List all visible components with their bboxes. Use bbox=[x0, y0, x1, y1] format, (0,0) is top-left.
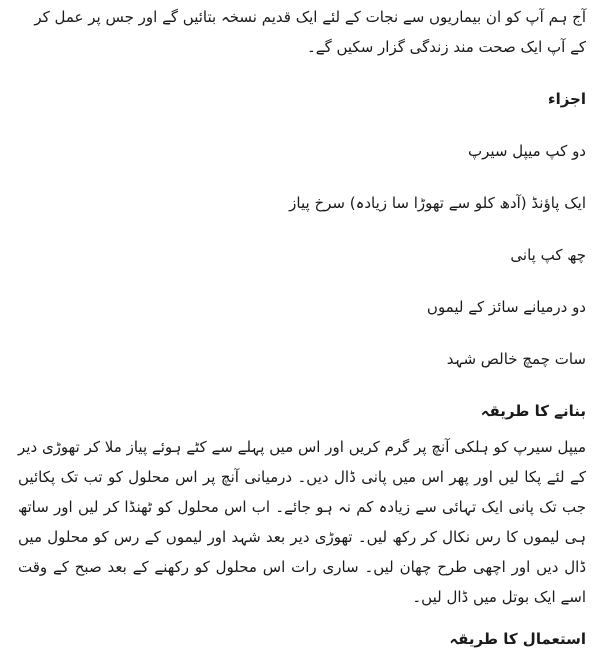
method-heading: بنانے کا طریقہ bbox=[480, 402, 586, 420]
ingredients-heading: اجزاء bbox=[547, 90, 586, 108]
ingredient-item: دو کپ میپل سیرپ bbox=[467, 142, 586, 160]
ingredient-item: چھ کپ پانی bbox=[510, 246, 586, 264]
method-paragraph: میپل سیرپ کو ہلکی آنچ پر گرم کریں اور اس میں پہلے سے کٹے ہوئے پیاز ملا کر تھوڑی دیر کے لئے پکا لیں اور پھر اس میں پانی ڈال دیں۔ درمیانی آنچ پر اس محلول کو تب تک پکائیں جب تک پانی ایک تہائی سے زیادہ کم نہ ہو جائے۔ اب اس محلول کو ٹھنڈا کر لیں اور ساتھ ہی لیموں کا رس نکال کر رکھ لیں۔ تھوڑی دیر بعد شہد اور لیموں کے رس کو محلول میں ڈال دیں اور اچھی طرح چھان لیں۔ ساری رات اس محلول کو رکھنے کے بعد صبح کے وقت اسے ایک بوتل میں ڈال لیں۔ bbox=[18, 438, 586, 606]
ingredient-item: دو درمیانے سائز کے لیموں bbox=[426, 298, 586, 316]
intro-paragraph: آج ہم آپ کو ان بیماریوں سے نجات کے لئے ایک قدیم نسخہ بتائیں گے اور جس پر عمل کر کے آپ ایک صحت مند زندگی گزار سکیں گے۔ bbox=[34, 8, 586, 56]
ingredients-list bbox=[18, 138, 586, 372]
usage-heading: استعمال کا طریقہ bbox=[449, 630, 586, 648]
article-body bbox=[18, 0, 586, 648]
ingredient-item: سات چمچ خالص شہد bbox=[446, 350, 586, 368]
ingredient-item: ایک پاؤنڈ (آدھ کلو سے تھوڑا سا زیادہ) سرخ پیاز bbox=[289, 194, 586, 212]
